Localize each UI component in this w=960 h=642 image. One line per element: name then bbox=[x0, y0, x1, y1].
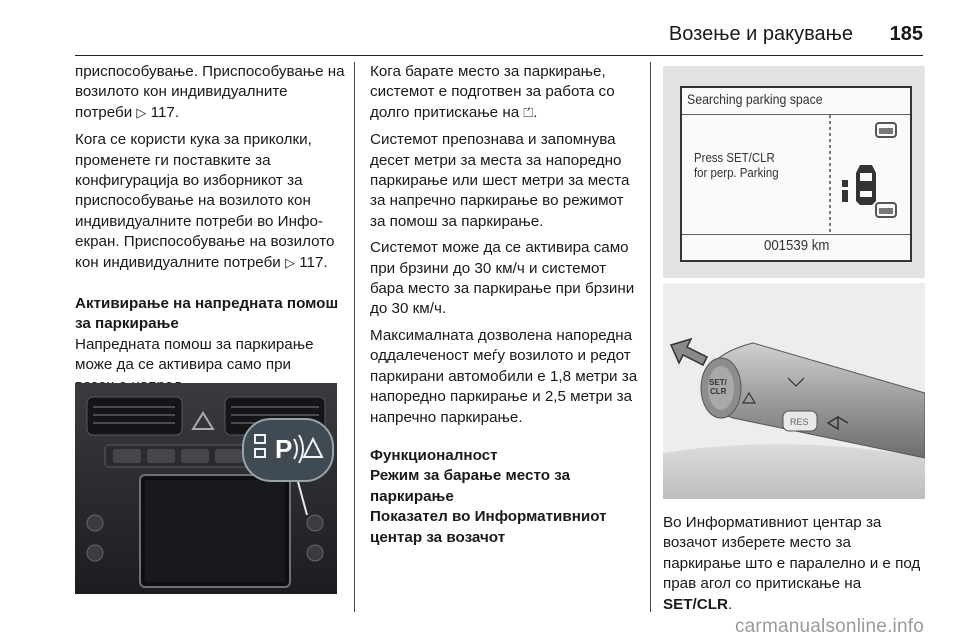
header-rule bbox=[75, 55, 923, 56]
paragraph: Кога барате место за паркирање, системот е подготвен за работа со долго притискање на ⏍. bbox=[370, 63, 615, 121]
page-header bbox=[75, 0, 923, 60]
driver-info-display bbox=[680, 86, 912, 262]
page-number: 185 bbox=[889, 23, 923, 45]
paragraph: приспособување. Приспособување на возилото кон индивидуалните потреби ▷ 117. bbox=[75, 63, 345, 121]
driver-info-display-figure bbox=[663, 66, 925, 278]
reference-arrow-icon: ▷ bbox=[136, 105, 147, 121]
paragraph: Максималната дозволена напоредна оддалеченост меѓу возилото и редот паркирани автомобили е 1,8 метри за напоредно паркирање и 2,5 метри за напречно паркирање. bbox=[370, 326, 638, 426]
paragraph: Кога се користи кука за приколки, променете ги поставките за конфигурација во изборникот за приспособување на возилото кон индивидуалните потреби во Инфо-екран. Приспособување на возилото кон индивидуалните потреби ▷ 117. bbox=[75, 131, 335, 271]
stalk-set-label: SET/ bbox=[709, 378, 727, 387]
column-divider bbox=[650, 62, 651, 612]
display-message: Press SET/CLR for perp. Parking bbox=[694, 150, 779, 180]
stalk-illustration bbox=[663, 283, 925, 499]
parking-assist-icon: ⏍ bbox=[523, 105, 534, 121]
parking-scene-graphic bbox=[822, 115, 908, 234]
steering-stalk-photo bbox=[663, 283, 925, 499]
section-heading: Режим за барање место за паркирање bbox=[370, 467, 571, 505]
section-heading: Показател во Информативниот центар за возачот bbox=[370, 508, 607, 546]
odometer-readout: 001539 km bbox=[764, 237, 830, 254]
column-divider bbox=[354, 62, 355, 612]
column-middle bbox=[370, 62, 638, 548]
section-heading: Функционалност bbox=[370, 446, 498, 464]
reference-arrow-icon: ▷ bbox=[284, 255, 295, 271]
paragraph: Системот препознава и запомнува десет метри за места за напоредно паркирање или шест метри за места за напречно паркирање во режимот за помош за паркирање. bbox=[370, 131, 630, 230]
column-left bbox=[75, 62, 345, 402]
section-heading: Активирање на напредната помош за паркирање bbox=[75, 295, 339, 333]
dashboard-illustration bbox=[75, 383, 337, 594]
watermark: carmanualsonline.info bbox=[734, 616, 924, 637]
display-title: Searching parking space bbox=[687, 91, 823, 107]
svg-text:P: P bbox=[275, 434, 293, 464]
stalk-res-label: RES bbox=[790, 417, 809, 427]
button-label-set-clr: SET/CLR bbox=[663, 595, 728, 613]
stalk-clr-label: CLR bbox=[710, 387, 727, 396]
page-reference[interactable]: 117. bbox=[150, 103, 180, 121]
dashboard-photo bbox=[75, 383, 337, 594]
paragraph: Системот може да се активира само при брзини до 30 км/ч и системот бара место за паркирање при брзини до 30 км/ч. bbox=[370, 239, 635, 318]
paragraph: Во Информативниот центар за возачот изберете место за паркирање што е паралелно и е под прав агол со притискање на SET/CLR. bbox=[663, 514, 921, 613]
display-divider bbox=[682, 234, 910, 235]
paragraph: Напредната помош за паркирање може да се активира само при bbox=[75, 335, 314, 374]
page-reference[interactable]: 117. bbox=[299, 253, 328, 271]
section-title: Возење и ракување bbox=[668, 23, 853, 45]
column-right bbox=[663, 513, 925, 621]
